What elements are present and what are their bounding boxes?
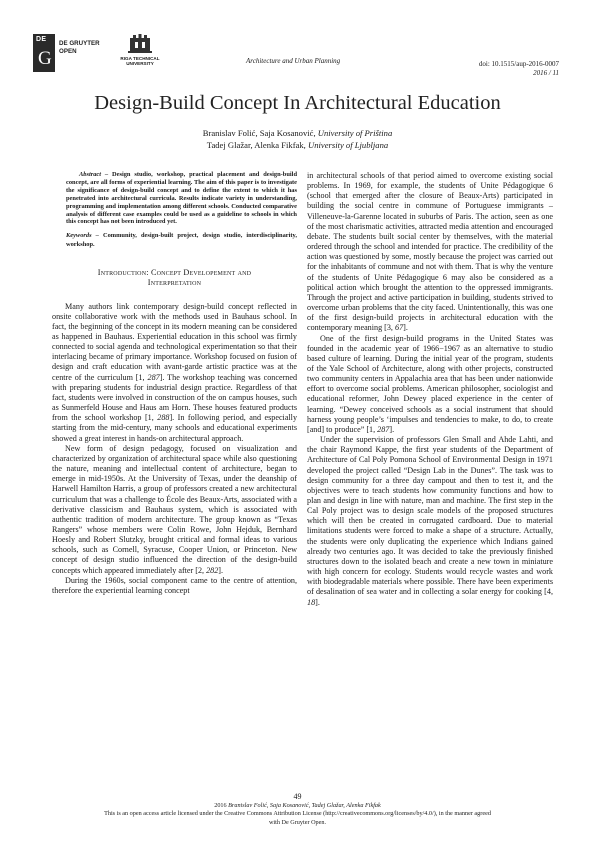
paragraph (52, 444, 297, 576)
paragraph-text: Many authors link contemporary design-build concept reflected in onsite collaborative work with the methods used in Bauhaus school. In fact, the beginning of the concept in its modern meaning can be considered as happened in Bauhaus. Experiential education in this school was firmly connected to social agenda and technological experimentation so that their interlacing became of primary importance. Workshop focused on fusion of design and craft education with avant-garde artistic practice was at the centre of the curriculum [1, (52, 301, 297, 382)
authors-line1-names: Branislav Folić, Saja Kosanović, (202, 128, 318, 138)
page-footer (0, 792, 595, 827)
de-gruyter-logo (33, 34, 55, 72)
paragraph-text: ]. In following period, and especially starting from the mid-century, many schools and educational experiments showed a great interest in hands-on architectural approach. (52, 413, 298, 443)
page-number: 49 (293, 792, 302, 801)
keywords-text: – Community, design-built project, design studio, interdisciplinarity, workshop. (66, 232, 297, 248)
paragraph-text: During the 1960s, social component came to the centre of attention, therefore the experiential learning concept (52, 575, 297, 595)
copyright-line (0, 802, 595, 810)
university-line2: UNIVERSITY (126, 61, 154, 67)
paragraph (52, 302, 297, 444)
dg-logo-letter: G (38, 48, 52, 69)
right-column (307, 171, 553, 608)
paragraph-text: ]. (389, 424, 395, 434)
section-heading-line1: Introduction: Concept Developement and (97, 267, 252, 277)
doi-block (479, 60, 559, 78)
publisher-name (59, 40, 100, 55)
authors-line2-affiliation: University of Ljubljana (307, 140, 389, 150)
citation-page: 282 (206, 565, 219, 575)
paragraph-text: One of the first design-build programs in the United States was founded in the academic year of 1966−1967 as an alternative to studio based culture of learning. During the initial year of the program, students of the Yale School of Architecture, along with other projects, constructed two community centers in Appalachia area that has been under nationwide effort to overcome social problems. American philosopher, sociologist and educational reformer, John Dewey placed experience in the center of learning. “Dewey conceived schools as a social instrument that should harness young people’s ‘impulses and tendencies to make, to do, to create [and] to produce” [1, (307, 333, 553, 434)
paragraph-text: Under the supervision of professors Glen Small and Ahde Lahti, and the chair Raymond Kappe, the first year students of the Department of Architecture of Cal Poly Pomona School of Environmental Design in 1971 developed the project called “Design Lab in the Dunes”. The task was to design community for a three day campout and then to test it, and the objectives were to teach students how community functions and how to plan and design in line with nature, man and machine. The first step in the Cal Poly project was to design scale models of the proposed structures which will then be created in corrugated cardboard. Due to material limitations students were forced to make a shape of a structure. Actually, the students were only duplicating the experience which Indians gained already two centuries ago. It was decided to take the previously finished structures down to the isolated beach and create a new town in miniature with high concern for ecology. Students would recycle wastes and work with biodegradable materials where possible. There have been experiments of desalination of sea water and in collecting a solar energy for cooking [4, (307, 435, 553, 597)
license-line2: with De Gruyter Open. (268, 818, 327, 826)
paragraph (307, 171, 553, 334)
paragraph (307, 334, 553, 436)
article-title: Design-Build Concept In Architectural Education (94, 92, 501, 114)
copyright-authors: Branislav Folić, Saja Kosanović, Tadej Glažar, Alenka Fikfak (228, 802, 381, 809)
authors-line1 (0, 127, 595, 139)
authors-line2-names: Tadej Glažar, Alenka Fikfak, (206, 140, 308, 150)
authors-line2 (0, 139, 595, 151)
paragraph (307, 435, 553, 608)
citation-page: 288 (157, 413, 170, 423)
copyright-year: 2016 (214, 802, 229, 809)
authors-line1-affiliation: University of Priština (317, 128, 393, 138)
citation-page: 18 (307, 597, 316, 607)
section-heading-line2: Interpretation (147, 278, 202, 288)
journal-name: Architecture and Urban Planning (246, 57, 341, 65)
author-block (0, 127, 595, 151)
paragraph-text: New form of design pedagogy, focused on visualization and characterized by organization of architectural space while also questioning the nature, meaning and intellectual content of architecture, began to emerge in mid-1950s. At the University of Texas, under the deanship of Harwell Hamilton Harris, a group of professors created a new architectural curriculum that was a challenge to École des Beaux-Arts, associated with a derivative classicism and Bauhaus system, which is associated with authentic tradition of modern architecture. The group known as “Texas Rangers” whose members were Colin Rowe, John Hejduk, Bernhard Hoesly and Robert Slutzky, brought critical and formal ideas to various schools, such as Cornell, Syracuse, Cooper Union, or Princeton. New concept of design studio influenced the direction of the design-build concepts which appeared immediately after [2, (52, 443, 297, 575)
left-column (52, 171, 297, 596)
abstract-text: – Design studio, workshop, practical placement and design-build concept, are all forms of experiential learning. The aim of this paper is to investigate the significance of design-build concept and to define the extent to which it has penetrated into architectural curricula. Results indicate variety in understanding, programming and implementation among different schools. Conducted comparative analysis of different case examples could be used as a guideline to schools in which this concept has not been introduced yet. (66, 171, 297, 226)
paragraph-text: ]. The workshop teaching was concerned with preparing students for industrial design practice. Regardless of that fact, students were involved in construction of the on campus houses, such as Sunmerfeld House and Haus am Horn. These houses featured products from the school workshop [1, (52, 372, 298, 423)
citation-page: 287 (147, 372, 160, 382)
university-crest-icon (127, 34, 153, 54)
doi: doi: 10.1515/aup-2016-0007 (478, 60, 559, 68)
keywords (52, 232, 297, 249)
paragraph-text: ]. (315, 597, 320, 607)
citation-page: 67 (395, 323, 404, 333)
publisher-line1: DE GRUYTER (59, 40, 100, 47)
dg-logo-top-text: DE (36, 36, 47, 43)
citation-page: 287 (377, 424, 390, 434)
paragraph-text: ]. (403, 323, 408, 333)
abstract (52, 171, 297, 226)
abstract-label: Abstract (79, 171, 102, 178)
university-name (115, 56, 165, 67)
paragraph (52, 576, 297, 596)
year-volume: 2016 / 11 (533, 69, 559, 77)
university-line1: RIGA TECHNICAL (120, 56, 160, 61)
section-heading (52, 268, 297, 289)
publisher-line2: OPEN (59, 47, 77, 55)
keywords-label: Keywords (66, 232, 92, 240)
license-line1: This is an open access article licensed under the Creative Commons Attribution License (http://creativecommons.org/licenses/by/4.0/), in the manner agreed (104, 810, 491, 818)
paragraph-text: ]. (218, 565, 224, 575)
paragraph-text: in architectural schools of that period aimed to overcome existing social problems. In 1969, for example, the students of Unite Pédagogique 6 (school that emerged after the closure of Beaux-Arts) participated in building the social centre in commune of Portuguese immigrants – Villeneuve-la-Garenne located in suburbs of Paris. The action, seen as one of the most charismatic activities, attracted media attention and encouraged debate. The students built social center by themselves, with the material ordered through the school and intended for practice. The credibility of the action was questioned by some, mostly because the project was carried out for the inhabitants of commune and not with them. That is why the venture of the students of Unite Pédagogique 6 may also be considered as a political action which brought the attention to the oppressed immigrants. Through the project and active participation in building, students strived to overcome urban problems that the city faced. Unintentionally, this was one of the first design-build projects in architectural education with the contemporary meaning [3, (307, 171, 553, 333)
